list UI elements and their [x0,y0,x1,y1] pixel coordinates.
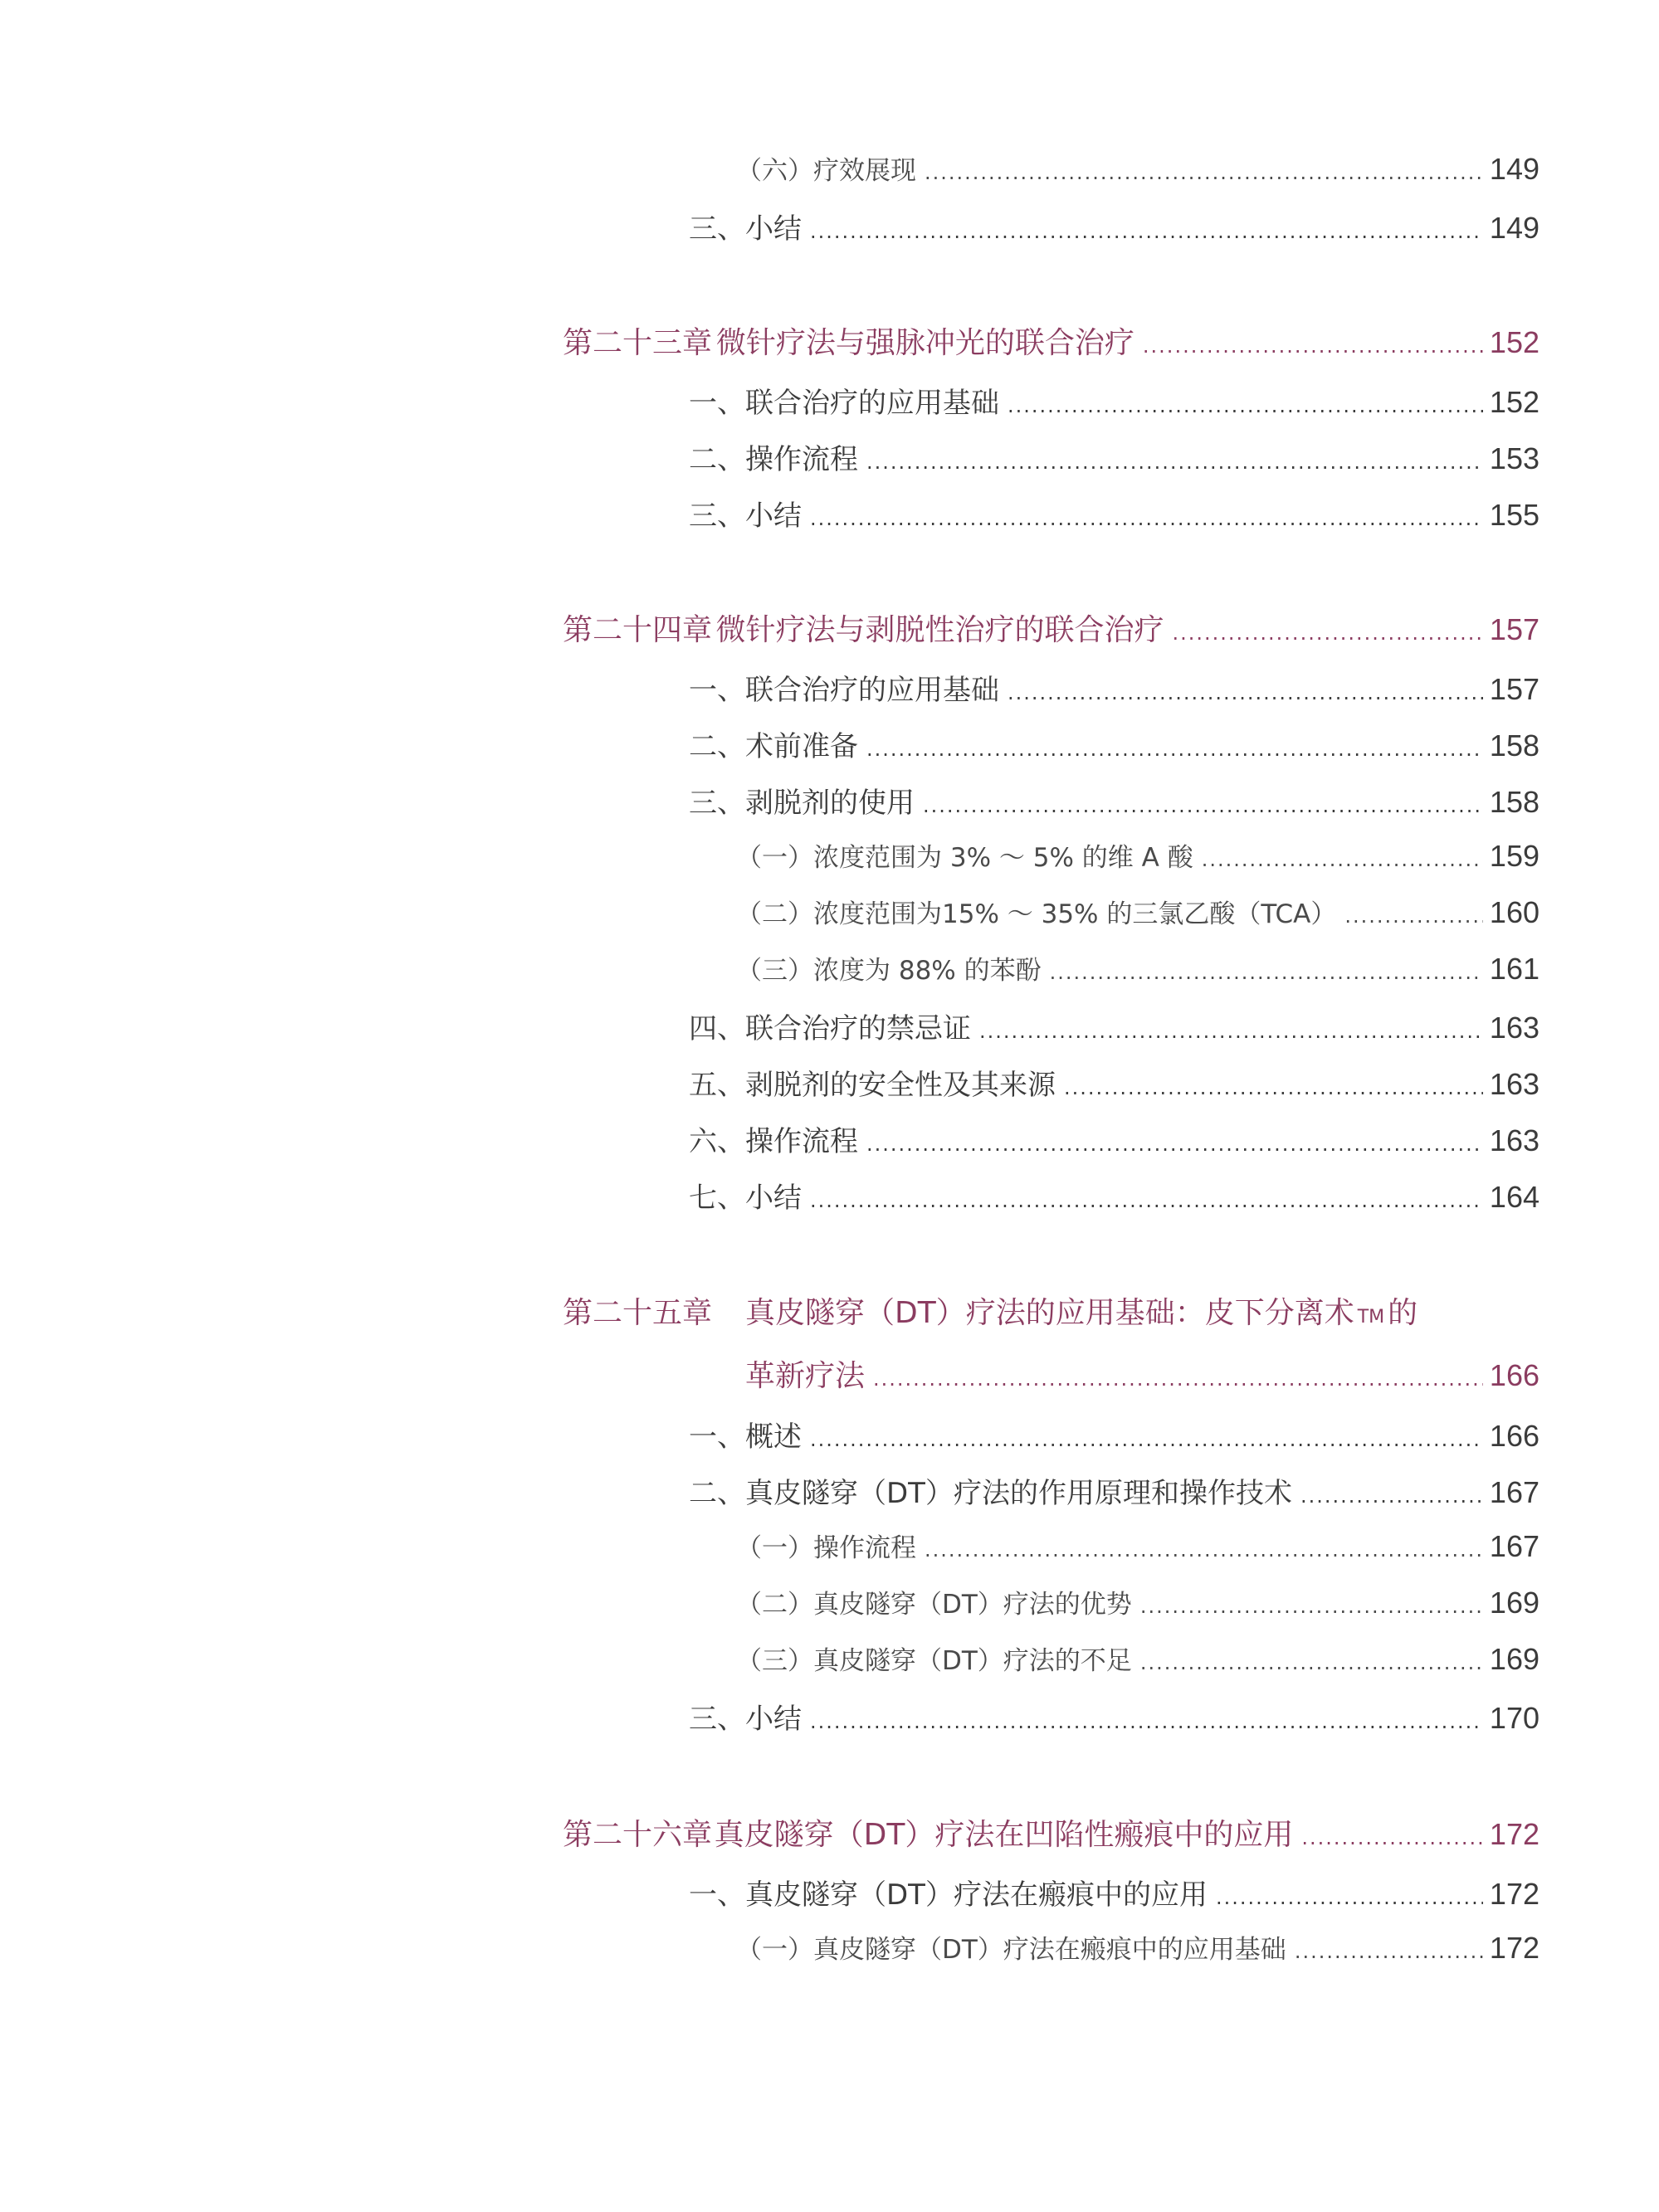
page-number: 152 [1489,385,1539,419]
dot-leader [925,161,1483,184]
page-number: 149 [1489,211,1539,245]
toc-subsection-entry[interactable] [736,1583,1539,1631]
toc-section-entry[interactable] [689,436,1539,485]
entry-title: 二、术前准备 [689,730,858,763]
page-number: 157 [1489,612,1539,646]
dot-leader [873,1367,1483,1391]
page-number: 152 [1489,325,1539,359]
entry-title: （二）真皮隧穿（DT）疗法的优势 [736,1590,1132,1620]
page-number: 161 [1489,952,1539,986]
entry-title: （三）浓度为 88% 的苯酚 [736,956,1042,986]
page-number: 167 [1489,1475,1539,1509]
entry-title: 三、小结 [689,1703,802,1736]
entry-title: 七、小结 [689,1182,802,1215]
entry-title: 一、概述 [689,1420,802,1454]
chapter-number: 第二十三章 [563,326,713,360]
dot-leader [1301,1826,1483,1849]
toc-subsection-entry[interactable] [736,1527,1539,1575]
page-number: 166 [1489,1358,1539,1392]
dot-leader [923,794,1483,817]
entry-title: 三、小结 [689,212,802,246]
toc-section-entry[interactable] [689,724,1539,772]
toc-section-entry[interactable] [689,493,1539,541]
page-number: 163 [1489,1067,1539,1101]
dot-leader [1216,1886,1483,1909]
page-number: 172 [1489,1817,1539,1851]
chapter-number: 第二十六章 [563,1818,713,1852]
entry-title-tail: 的 [1388,1296,1418,1330]
page-number: 169 [1489,1642,1539,1676]
toc-section-entry[interactable] [689,1175,1539,1223]
entry-title: 三、剥脱剂的使用 [689,787,915,820]
dot-leader [810,220,1483,243]
toc-chapter-entry-continued[interactable] [745,1352,1539,1401]
dot-leader [1295,1940,1483,1963]
toc-chapter-entry[interactable] [563,1811,1539,1859]
toc-section-entry[interactable] [689,667,1539,715]
toc-chapter-entry[interactable] [563,607,1539,655]
dot-leader [1173,621,1483,645]
toc-subsection-entry[interactable] [736,893,1539,941]
dot-leader [1008,681,1483,704]
toc-subsection-entry[interactable] [736,949,1539,997]
entry-title: 三、小结 [689,499,802,533]
toc-section-entry[interactable] [689,1118,1539,1167]
dot-leader [810,507,1483,530]
page-number: 164 [1489,1180,1539,1214]
dot-leader [1344,904,1483,928]
dot-leader [866,1133,1483,1156]
dot-leader [810,1428,1483,1451]
dot-leader [810,1710,1483,1733]
toc-subsection-entry[interactable] [736,836,1539,884]
entry-title: （一）真皮隧穿（DT）疗法在瘢痕中的应用基础 [736,1935,1286,1965]
page-number: 159 [1489,839,1539,873]
entry-title: 二、操作流程 [689,443,858,476]
page-number: 163 [1489,1123,1539,1157]
entry-title: 一、真皮隧穿（DT）疗法在瘢痕中的应用 [689,1878,1208,1912]
entry-title: 微针疗法与强脉冲光的联合治疗 [715,326,1134,360]
entry-title: （二）浓度范围为15% ～ 35% 的三氯乙酸（TCA） [736,899,1337,929]
toc-subsection-entry[interactable] [736,1928,1539,1976]
toc-section-entry[interactable] [689,380,1539,428]
dot-leader [866,738,1483,761]
toc-subsection-entry[interactable] [736,1640,1539,1688]
dot-leader [1300,1484,1483,1508]
entry-title: （三）真皮隧穿（DT）疗法的不足 [736,1646,1132,1676]
page-number: 158 [1489,785,1539,819]
page-number: 167 [1489,1529,1539,1563]
page-number: 160 [1489,895,1539,929]
page-number: 172 [1489,1877,1539,1911]
entry-title: 一、联合治疗的应用基础 [689,387,999,420]
entry-title: 真皮隧穿（DT）疗法的应用基础：皮下分离术 [745,1296,1354,1330]
entry-title: 革新疗法 [745,1359,866,1393]
dot-leader [1050,961,1483,984]
chapter-number: 第二十四章 [563,613,713,647]
dot-leader [925,1538,1483,1562]
dot-leader [866,451,1483,474]
dot-leader [1064,1076,1483,1099]
page-number: 166 [1489,1419,1539,1453]
toc-section-entry[interactable] [689,206,1539,254]
page-number: 172 [1489,1931,1539,1965]
toc-section-entry[interactable] [689,1062,1539,1110]
toc-chapter-entry[interactable] [563,1289,1539,1337]
dot-leader [1202,848,1483,871]
entry-title: （一）操作流程 [736,1533,916,1563]
page-number: 157 [1489,672,1539,706]
entry-title: （一）浓度范围为 3% ～ 5% 的维 A 酸 [736,843,1193,873]
page-number: 170 [1489,1701,1539,1735]
entry-title: （六）疗效展现 [736,156,916,186]
toc-section-entry[interactable] [689,1006,1539,1054]
toc-section-entry[interactable] [689,1872,1539,1920]
toc-section-entry[interactable] [689,780,1539,828]
page-number: 155 [1489,498,1539,532]
entry-title: 一、联合治疗的应用基础 [689,674,999,707]
toc-chapter-entry[interactable] [563,319,1539,368]
page-number: 158 [1489,728,1539,763]
page-number: 169 [1489,1586,1539,1620]
toc-subsection-entry[interactable] [736,149,1539,197]
toc-section-entry[interactable] [689,1470,1539,1518]
entry-title: 微针疗法与剥脱性治疗的联合治疗 [715,613,1164,647]
entry-title: 六、操作流程 [689,1125,858,1158]
entry-title: 四、联合治疗的禁忌证 [689,1012,971,1045]
dot-leader [1140,1651,1483,1674]
toc-section-entry[interactable] [689,1696,1539,1744]
dot-leader [1140,1595,1483,1618]
trademark-mark: TM [1357,1307,1385,1328]
page-number: 153 [1489,441,1539,475]
entry-title: 真皮隧穿（DT）疗法在凹陷性瘢痕中的应用 [714,1818,1294,1852]
dot-leader [810,1189,1483,1212]
entry-title: 二、真皮隧穿（DT）疗法的作用原理和操作技术 [689,1477,1292,1510]
toc-section-entry[interactable] [689,1414,1539,1462]
dot-leader [979,1020,1483,1043]
dot-leader [1143,334,1483,358]
chapter-number: 第二十五章 [563,1296,713,1330]
entry-title: 五、剥脱剂的安全性及其来源 [689,1069,1056,1102]
dot-leader [1008,394,1483,417]
page-number: 163 [1489,1011,1539,1045]
page-number: 149 [1489,152,1539,186]
